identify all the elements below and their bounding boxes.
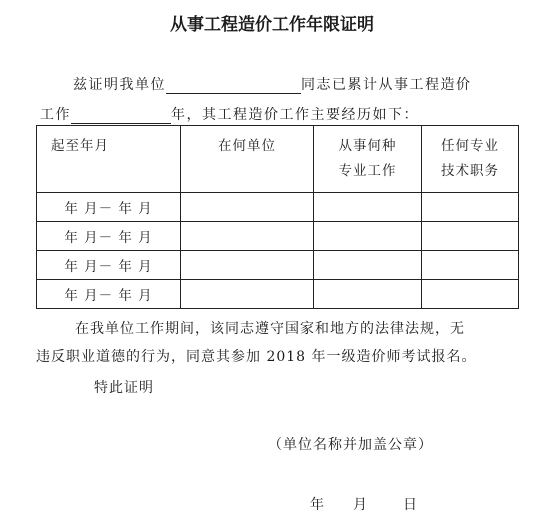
row-work-type [314, 193, 422, 222]
table-row [37, 193, 519, 222]
intro-line-1 [73, 74, 472, 94]
closing-line: 特此证明 [94, 380, 154, 396]
statement-line-2: 违反职业道德的行为，同意其参加 2018 年一级造价师考试报名。 [36, 349, 477, 365]
header-title [422, 126, 519, 193]
document-title: 从事工程造价工作年限证明 [170, 15, 374, 35]
date-month: 月 [353, 497, 368, 513]
row-period: 年 月－ 年 月 [37, 222, 181, 251]
row-employer [181, 280, 314, 309]
intro-line-1-suffix: 同志已累计从事工程造价 [301, 77, 472, 93]
header-work-type-line2: 专业工作 [338, 163, 397, 179]
date-year: 年 [310, 497, 325, 513]
intro-line-1-prefix: 兹证明我单位 [73, 77, 166, 93]
row-employer [181, 251, 314, 280]
header-title-line1: 任何专业 [441, 138, 499, 154]
work-history-table [36, 125, 519, 309]
name-blank [166, 79, 301, 94]
header-period [37, 126, 181, 193]
row-period: 年 月－ 年 月 [37, 193, 181, 222]
header-work-type-line1: 从事何种 [338, 138, 397, 154]
row-title [422, 280, 519, 309]
header-employer-label: 在何单位 [218, 138, 276, 154]
row-work-type [314, 251, 422, 280]
row-title [422, 251, 519, 280]
table-header-row [37, 126, 519, 193]
header-title-line2: 技术职务 [441, 163, 499, 179]
years-blank [71, 109, 171, 124]
table-row [37, 251, 519, 280]
row-employer [181, 193, 314, 222]
statement-line-1: 在我单位工作期间，该同志遵守国家和地方的法律法规，无 [75, 321, 465, 337]
header-work-type [314, 126, 422, 193]
table-row [37, 280, 519, 309]
table-row [37, 222, 519, 251]
intro-line-2-prefix: 工作 [40, 107, 71, 123]
row-employer [181, 222, 314, 251]
seal-note: （单位名称并加盖公章） [268, 437, 433, 453]
row-title [422, 222, 519, 251]
row-period: 年 月－ 年 月 [37, 251, 181, 280]
date-day: 日 [403, 497, 418, 513]
row-title [422, 193, 519, 222]
header-employer [181, 126, 314, 193]
row-period: 年 月－ 年 月 [37, 280, 181, 309]
intro-line-2 [40, 104, 419, 124]
row-work-type [314, 222, 422, 251]
intro-line-2-suffix: 年，其工程造价工作主要经历如下： [171, 107, 419, 123]
row-work-type [314, 280, 422, 309]
header-period-label: 起至年月 [51, 138, 109, 154]
